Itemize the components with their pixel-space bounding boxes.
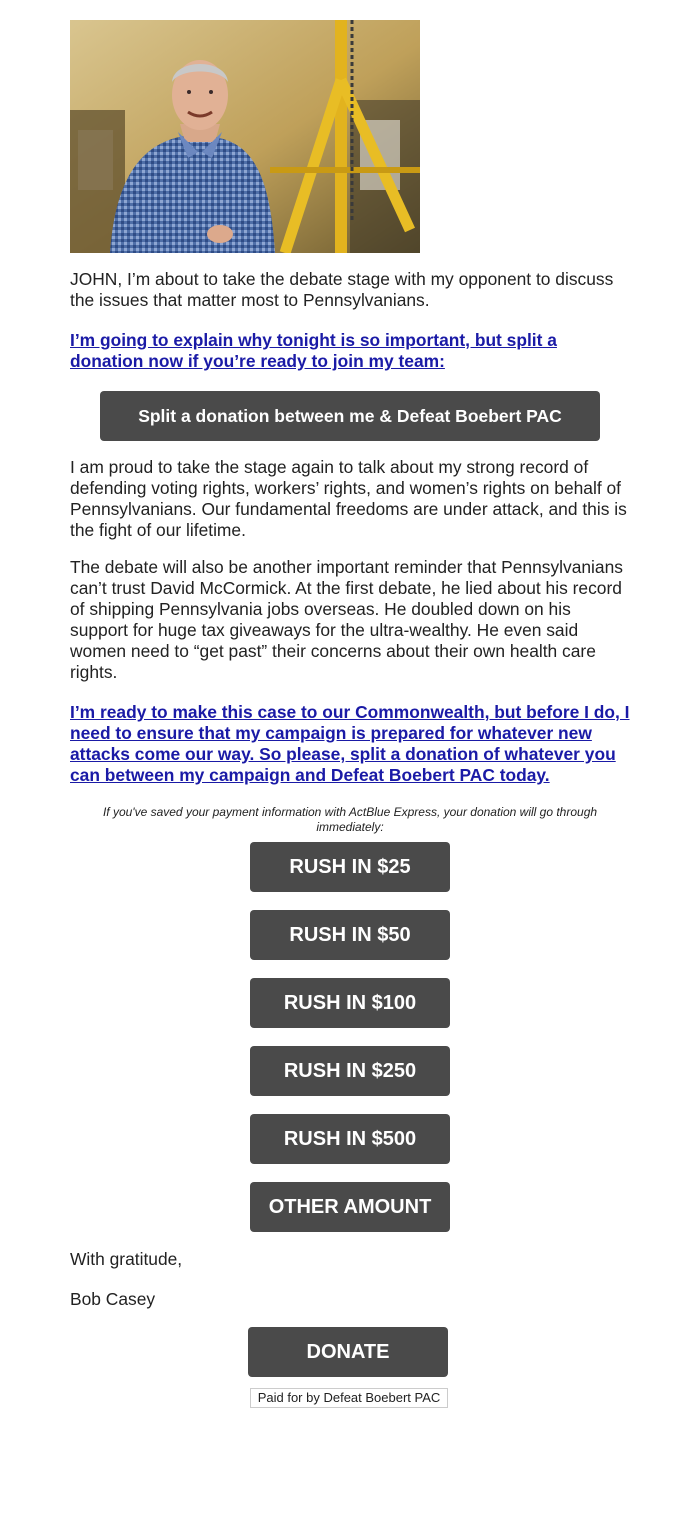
signature: Bob Casey [70, 1289, 156, 1309]
actblue-express-note: If you've saved your payment information with ActBlue Express, your donation will go through immediately: [102, 805, 598, 834]
amount-button-list [70, 842, 630, 1232]
rush-100-button[interactable]: RUSH IN $100 [250, 978, 450, 1028]
donate-button[interactable]: DONATE [248, 1327, 448, 1377]
other-amount-button[interactable]: OTHER AMOUNT [250, 1182, 450, 1232]
paid-for-disclaimer: Paid for by Defeat Boebert PAC [250, 1388, 448, 1408]
hero-photo [70, 20, 420, 253]
rush-250-button[interactable]: RUSH IN $250 [250, 1046, 450, 1096]
split-donation-button[interactable]: Split a donation between me & Defeat Boebert PAC [100, 391, 600, 441]
donate-link-1[interactable]: I’m going to explain why tonight is so important, but split a donation now if you’re ready to join my team: [70, 330, 557, 371]
mccormick-paragraph: The debate will also be another important reminder that Pennsylvanians can’t trust David McCormick. At the first debate, he lied about his record of shipping Pennsylvania jobs overseas. He doubled down on his support for huge tax giveaways for the ultra-wealthy. He even said women need to “get past” their concerns about their own health care rights. [70, 557, 623, 682]
record-paragraph: I am proud to take the stage again to talk about my strong record of defending voting rights, workers’ rights, and women’s rights on behalf of Pennsylvanians. Our fundamental freedoms are under attack, and this is the fight of our lifetime. [70, 457, 627, 540]
rush-25-button[interactable]: RUSH IN $25 [250, 842, 450, 892]
donate-link-2[interactable]: I’m ready to make this case to our Commonwealth, but before I do, I need to ensure that my campaign is prepared for whatever new attacks come our way. So please, split a donation of whatever you can between my campaign and Defeat Boebert PAC today. [70, 702, 630, 785]
intro-paragraph: JOHN, I’m about to take the debate stage with my opponent to discuss the issues that matter most to Pennsylvanians. [70, 269, 614, 310]
rush-50-button[interactable]: RUSH IN $50 [250, 910, 450, 960]
email-body [70, 20, 630, 1408]
signoff: With gratitude, [70, 1249, 183, 1269]
rush-500-button[interactable]: RUSH IN $500 [250, 1114, 450, 1164]
